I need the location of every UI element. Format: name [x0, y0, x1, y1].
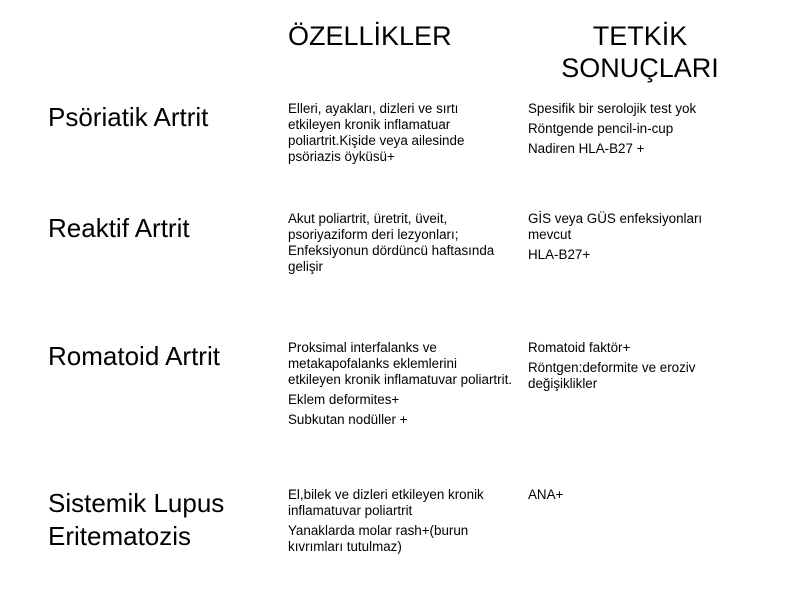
result-text: Röntgende pencil-in-cup: [528, 121, 674, 136]
header-tetkik-line1: TETKİK: [592, 21, 688, 51]
features-psoriatik-artrit: [288, 101, 513, 169]
results-sistemik-lupus: [528, 487, 743, 507]
feature-text: Subkutan nodüller +: [288, 412, 408, 427]
features-romatoid-artrit: [288, 340, 513, 432]
feature-text: Eklem deformites+: [288, 392, 400, 407]
row-title-sistemik-lupus-eritematozis: [48, 487, 224, 553]
feature-text: Yanaklarda molar rash+(burun kıvrımları tutulmaz): [288, 523, 469, 554]
feature-text: Akut poliartrit, üretrit, üveit, psoriyaziform deri lezyonları; Enfeksiyonun dördüncü haftasında gelişir: [288, 211, 495, 274]
header-tetkik-line2: SONUÇLARI: [561, 53, 719, 83]
row-title-line: Romatoid Artrit: [48, 341, 220, 371]
result-text: Romatoid faktör+: [528, 340, 631, 355]
result-text: Spesifik bir serolojik test yok: [528, 101, 697, 116]
feature-text: Elleri, ayakları, dizleri ve sırtı etkileyen kronik inflamatuar poliartrit.Kişide veya ailesinde psöriazis öyküsü+: [288, 101, 465, 164]
row-title-line: Reaktif Artrit: [48, 213, 190, 243]
row-title-reaktif-artrit: [48, 212, 190, 245]
results-reaktif-artrit: [528, 211, 743, 267]
row-title-line: Psöriatik Artrit: [48, 102, 209, 132]
features-reaktif-artrit: [288, 211, 513, 279]
result-text: Röntgen:deformite ve eroziv değişiklikler: [528, 360, 696, 391]
result-text: Nadiren HLA-B27 +: [528, 141, 645, 156]
feature-text: Proksimal interfalanks ve metakapofalanks eklemlerini etkileyen kronik inflamatuvar poliartrit.: [288, 340, 513, 387]
results-psoriatik-artrit: [528, 101, 743, 161]
header-tetkik-sonuclari: [540, 20, 740, 84]
features-sistemik-lupus: [288, 487, 513, 555]
feature-text: El,bilek ve dizleri etkileyen kronik inflamatuvar poliartrit: [288, 487, 484, 518]
results-romatoid-artrit: [528, 340, 743, 396]
row-title-line: Sistemik Lupus: [48, 488, 225, 518]
row-title-romatoid-artrit: [48, 340, 220, 373]
row-title-psoriatik-artrit: [48, 101, 208, 134]
row-title-line: Eritematozis: [48, 521, 192, 551]
header-ozellikler: ÖZELLİKLER: [288, 21, 452, 51]
result-text: GİS veya GÜS enfeksiyonları mevcut: [528, 211, 703, 242]
result-text: HLA-B27+: [528, 247, 591, 262]
result-text: ANA+: [528, 487, 564, 502]
